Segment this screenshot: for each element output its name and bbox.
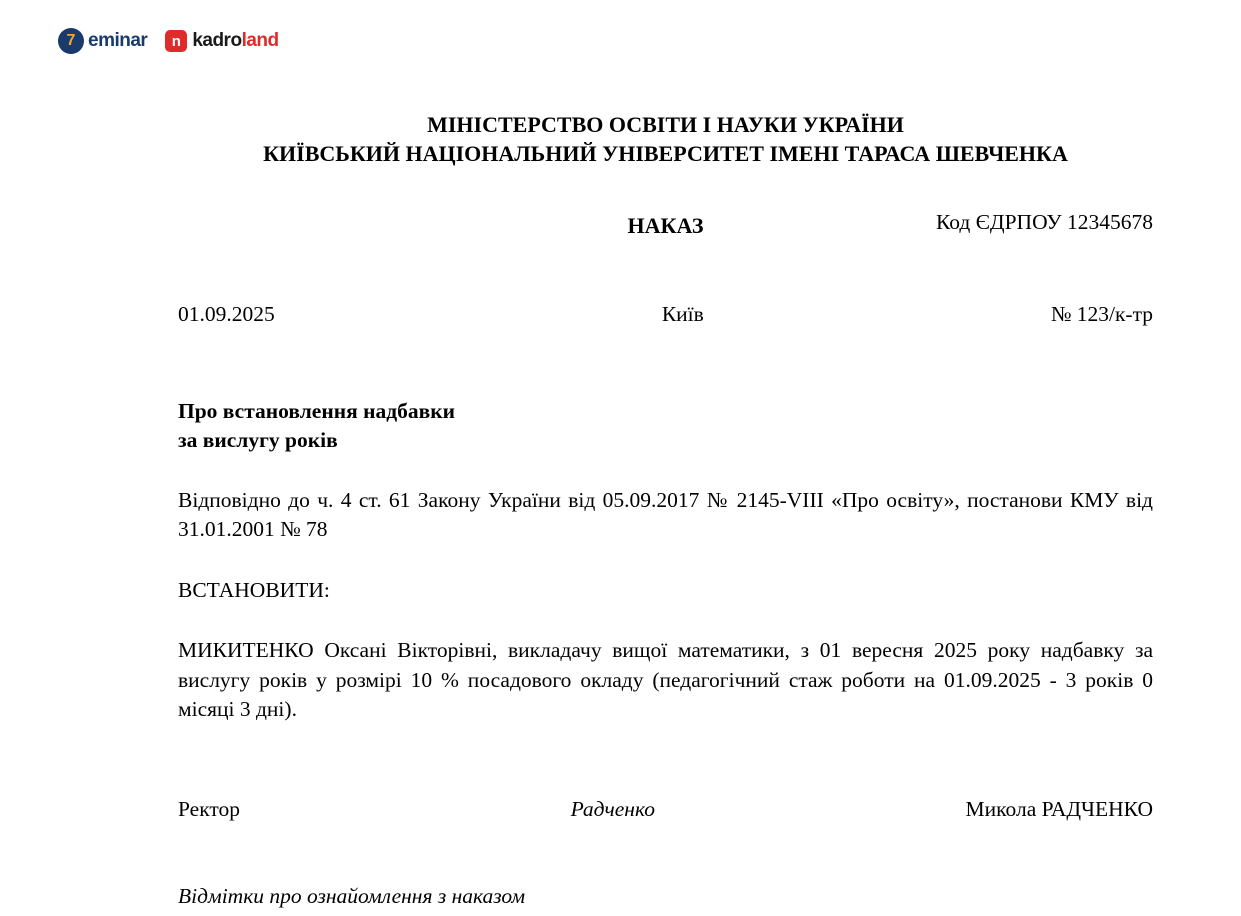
- order-document: [178, 110, 1153, 911]
- kadroland-logo-icon: n: [165, 30, 187, 52]
- seminar-logo-text: eminar: [88, 30, 148, 51]
- signature-row: [178, 795, 1153, 824]
- document-type-title: НАКАЗ: [627, 213, 704, 239]
- order-number: № 123/к-тр: [1050, 301, 1153, 326]
- signer-role: Ректор: [178, 796, 240, 821]
- order-place: Київ: [661, 301, 704, 326]
- kadroland-logo[interactable]: [165, 30, 278, 52]
- edrpou-code: Код ЄДРПОУ 12345678: [936, 210, 1153, 235]
- university-line: КИЇВСЬКИЙ НАЦІОНАЛЬНИЙ УНІВЕРСИТЕТ ІМЕНІ ТАРАСА ШЕВЧЕНКА: [263, 141, 1068, 167]
- directive-keyword: ВСТАНОВИТИ:: [178, 577, 330, 602]
- acknowledgement-note: Відмітки про ознайомлення з наказом: [178, 883, 526, 908]
- kadroland-logo-text-accent: land: [241, 30, 279, 51]
- order-date: 01.09.2025: [178, 301, 275, 326]
- order-subject-line-2: за вислугу років: [178, 427, 338, 452]
- order-subject-line-1: Про встановлення надбавки: [178, 398, 456, 423]
- seminar-logo[interactable]: [58, 28, 147, 54]
- signer-name: Микола РАДЧЕНКО: [965, 796, 1153, 821]
- signer-handwritten-signature: Радченко: [570, 796, 655, 821]
- organization-header: [178, 110, 1153, 168]
- kadroland-logo-text: [192, 30, 278, 52]
- order-body-paragraph: МИКИТЕНКО Оксані Вікторівні, викладачу вищої математики, з 01 вересня 2025 року надбавку за вислугу років у розмірі 10 % посадового окладу (педагогічний стаж роботи на 01.09.2025 - 3 років 0 місяці 3 дні).: [178, 638, 1153, 722]
- ministry-line: МІНІСТЕРСТВО ОСВІТИ І НАУКИ УКРАЇНИ: [427, 112, 904, 137]
- kadroland-logo-text-primary: kadro: [192, 30, 242, 51]
- legal-basis-paragraph: Відповідно до ч. 4 ст. 61 Закону України від 05.09.2017 № 2145-VIII «Про освіту», постанови КМУ від 31.01.2001 № 78: [178, 487, 1153, 542]
- order-meta-row: [178, 300, 1153, 329]
- order-subject: [178, 397, 1153, 455]
- branding-bar: [58, 28, 279, 54]
- seminar-logo-icon: 7: [58, 28, 84, 54]
